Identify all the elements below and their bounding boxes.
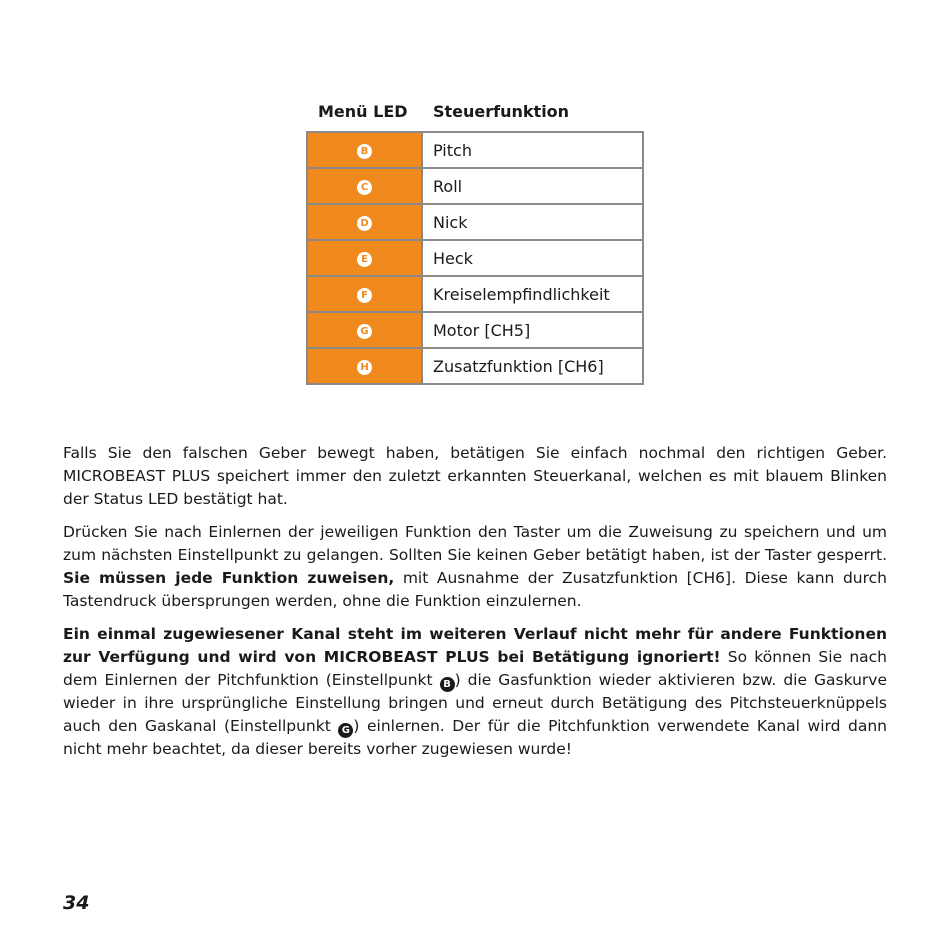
function-cell: Motor [CH5] (422, 312, 643, 348)
led-cell (307, 348, 422, 384)
led-cell (307, 276, 422, 312)
p3-bold: Ein einmal zugewiesener Kanal steht im weiteren Verlauf nicht mehr für andere Funktionen zur Verfügung und wird von MICROBEAST PLUS bei Betätigung ignoriert! (63, 625, 887, 666)
header-steuerfunktion: Steuerfunktion (433, 102, 570, 121)
function-cell: Zusatzfunktion [CH6] (422, 348, 643, 384)
p3-text-a: So können Sie nach dem Einlernen der Pitchfunktion (Einstellpunkt (63, 648, 887, 689)
p3-text-c: ) einlernen. Der für die Pitchfunktion verwendete Kanal wird dann nicht mehr beachtet, da dieser bereits vorher zugewiesen wurde! (63, 717, 887, 758)
led-g-icon: G (357, 324, 372, 339)
header-menu-led: Menü LED (318, 102, 408, 121)
led-h-icon: H (357, 360, 372, 375)
body-text (63, 442, 887, 771)
led-b-icon: B (357, 144, 372, 159)
paragraph-1: Falls Sie den falschen Geber bewegt haben, betätigen Sie einfach nochmal den richtigen Geber. MICROBEAST PLUS speichert immer den zuletzt erkannten Steuerkanal, welchen es mit blauem Blinken der Status LED bestätigt hat. (63, 444, 887, 508)
led-f-icon: F (357, 288, 372, 303)
setpoint-b-icon: B (440, 677, 455, 692)
paragraph-3 (63, 623, 887, 761)
p2-bold: Sie müssen jede Funktion zuweisen, (63, 569, 395, 587)
led-e-icon: E (357, 252, 372, 267)
table-row (307, 312, 643, 348)
led-cell (307, 240, 422, 276)
paragraph-2 (63, 521, 887, 613)
table-row (307, 348, 643, 384)
function-cell: Heck (422, 240, 643, 276)
led-c-icon: C (357, 180, 372, 195)
function-cell: Nick (422, 204, 643, 240)
page-number: 34 (63, 892, 90, 914)
table-row (307, 276, 643, 312)
table-row (307, 168, 643, 204)
led-cell (307, 204, 422, 240)
table-row (307, 204, 643, 240)
function-cell: Roll (422, 168, 643, 204)
table-header (306, 102, 644, 126)
setpoint-g-icon: G (338, 723, 353, 738)
table-row (307, 240, 643, 276)
led-cell (307, 312, 422, 348)
led-cell (307, 132, 422, 168)
function-cell: Kreiselempfindlichkeit (422, 276, 643, 312)
function-cell: Pitch (422, 132, 643, 168)
p2-text-b: mit Ausnahme der Zusatzfunktion [CH6]. Diese kann durch Tastendruck übersprungen werden, ohne die Funktion einzulernen. (63, 569, 887, 610)
led-d-icon: D (357, 216, 372, 231)
p2-text-a: Drücken Sie nach Einlernen der jeweiligen Funktion den Taster um die Zuweisung zu speichern und um zum nächsten Einstellpunkt zu gelangen. Sollten Sie keinen Geber betätigt haben, ist der Taster gesperrt. (63, 523, 887, 564)
table-row (307, 132, 643, 168)
led-function-table (306, 131, 644, 385)
p3-text-b: ) die Gasfunktion wieder aktivieren bzw. die Gaskurve wieder in ihre ursprüngliche Einstellung bringen und erneut durch Betätigung des Pitchsteuerknüppels auch den Gaskanal (Einstellpunkt (63, 671, 887, 735)
led-cell (307, 168, 422, 204)
